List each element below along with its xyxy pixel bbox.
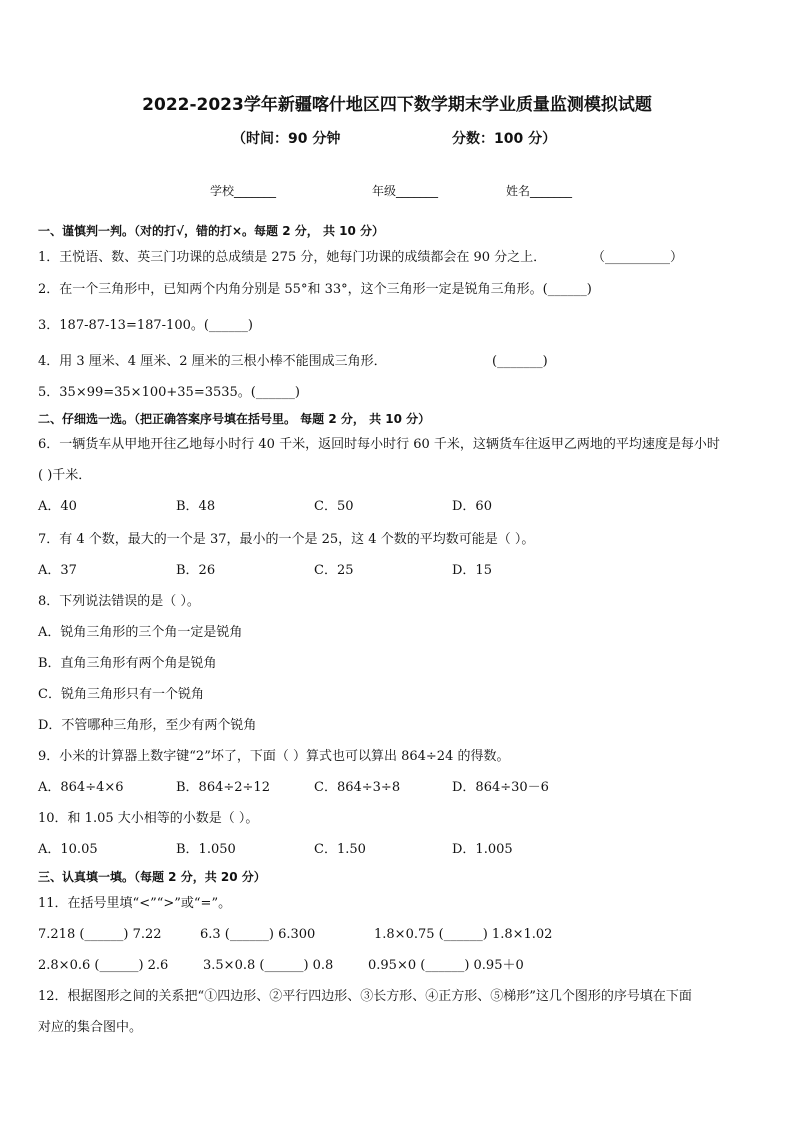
q9-option-a: A．864÷4×6	[38, 780, 124, 795]
question-7: 7．有 4 个数，最大的一个是 37，最小的一个是 25，这 4 个数的平均数可能是（ ）。	[38, 532, 535, 547]
q10-option-a: A．10.05	[38, 842, 98, 857]
total-score: 分数：100 分）	[452, 131, 557, 147]
q8-option-b: B．直角三角形有两个角是锐角	[38, 656, 217, 671]
question-12-line1: 12．根据图形之间的关系把“①四边形、②平行四边形、③长方形、④正方形、⑤梯形”这几个图形的序号填在下面	[38, 989, 692, 1004]
q9-option-c: C．864÷3÷8	[314, 780, 401, 795]
time-limit: （时间：90 分钟	[232, 131, 341, 147]
q7-option-c: C．25	[314, 563, 354, 578]
question-2: 2．在一个三角形中，已知两个内角分别是 55°和 33°，这个三角形一定是锐角三角形。(______)	[38, 282, 592, 297]
section-heading-choose: 二、仔细选一选。（把正确答案序号填在括号里。 每题 2 分， 共 10 分）	[38, 412, 431, 426]
q7-option-d: D．15	[452, 563, 492, 578]
section-heading-judge: 一、谨慎判一判。（对的打√，错的打×。每题 2 分， 共 10 分）	[38, 224, 384, 238]
question-6-line2: ( )千米．	[38, 468, 92, 483]
q11-item-1: 7.218 (______) 7.22	[38, 927, 162, 942]
question-8: 8．下列说法错误的是（ ）。	[38, 594, 200, 609]
q6-option-b: B．48	[176, 499, 216, 514]
q11-item-4: 2.8×0.6 (______) 2.6	[38, 958, 169, 973]
q10-option-b: B．1.050	[176, 842, 236, 857]
question-6-line1: 6．一辆货车从甲地开往乙地每小时行 40 千米，返回时每小时行 60 千米，这辆货车往返甲乙两地的平均速度是每小时	[38, 437, 720, 452]
question-1-blank: （__________）	[592, 250, 684, 265]
q7-option-a: A．37	[38, 563, 77, 578]
q8-option-c: C．锐角三角形只有一个锐角	[38, 687, 204, 702]
q7-option-b: B．26	[176, 563, 216, 578]
q11-item-3: 1.8×0.75 (______) 1.8×1.02	[374, 927, 553, 942]
name-field: 姓名_______	[506, 184, 573, 198]
question-11: 11．在括号里填“<”“>”或“=”。	[38, 896, 232, 911]
q8-option-d: D．不管哪种三角形，至少有两个锐角	[38, 718, 257, 733]
question-3: 3．187-87-13=187-100。(______)	[38, 318, 254, 333]
q10-option-c: C．1.50	[314, 842, 366, 857]
q11-item-6: 0.95×0 (______) 0.95＋0	[368, 958, 524, 973]
page-title: 2022-2023学年新疆喀什地区四下数学期末学业质量监测模拟试题	[142, 95, 652, 115]
grade-field: 年级_______	[372, 184, 439, 198]
question-5: 5．35×99=35×100+35=3535。(______)	[38, 385, 300, 400]
q11-item-2: 6.3 (______) 6.300	[200, 927, 316, 942]
q9-option-d: D．864÷30－6	[452, 780, 549, 795]
q10-option-d: D．1.005	[452, 842, 513, 857]
q6-option-a: A．40	[38, 499, 77, 514]
question-4: 4．用 3 厘米、4 厘米、2 厘米的三根小棒不能围成三角形．	[38, 354, 387, 369]
q6-option-c: C．50	[314, 499, 354, 514]
q8-option-a: A．锐角三角形的三个角一定是锐角	[38, 625, 243, 640]
question-1: 1．王悦语、数、英三门功课的总成绩是 275 分，她每门功课的成绩都会在 90 分之上．	[38, 250, 547, 265]
q11-item-5: 3.5×0.8 (______) 0.8	[203, 958, 334, 973]
question-9: 9．小米的计算器上数字键“2”坏了，下面（ ）算式也可以算出 864÷24 的得数。	[38, 749, 510, 764]
q9-option-b: B．864÷2÷12	[176, 780, 270, 795]
question-12-line2: 对应的集合图中。	[38, 1020, 143, 1035]
question-10: 10．和 1.05 大小相等的小数是（ ）。	[38, 811, 259, 826]
q6-option-d: D．60	[452, 499, 492, 514]
question-4-blank: (_______)	[492, 354, 548, 369]
school-field: 学校_______	[210, 184, 277, 198]
section-heading-fill: 三、认真填一填。（每题 2 分，共 20 分）	[38, 870, 266, 884]
